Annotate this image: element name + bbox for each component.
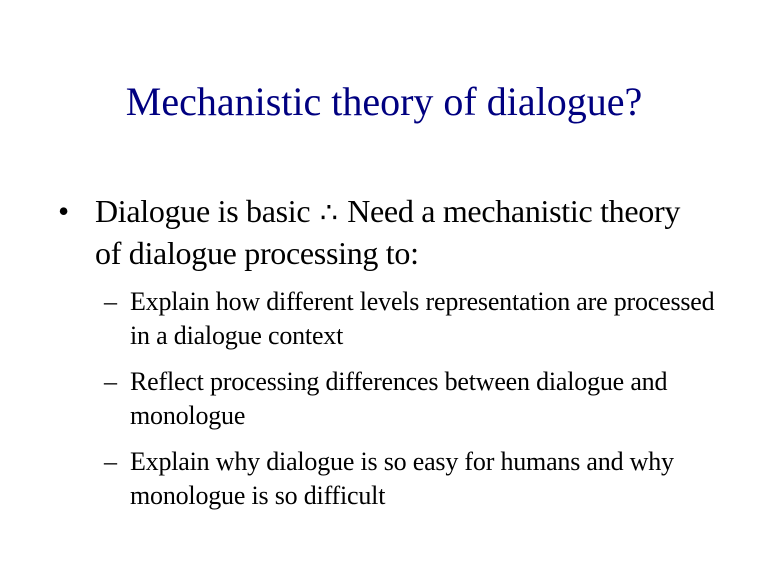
sub-bullet-marker: – xyxy=(104,367,117,396)
sub-bullet-marker: – xyxy=(104,447,117,476)
sub-bullet-text: Explain why dialogue is so easy for humans and why monologue is so difficult xyxy=(130,447,674,510)
bullet-marker: • xyxy=(58,193,69,229)
sub-bullet-text: Explain how different levels representation are processed in a dialogue context xyxy=(130,287,715,350)
bullet-text-before: Dialogue is basic xyxy=(95,193,311,229)
sub-bullet-marker: – xyxy=(104,287,117,316)
main-bullet-text xyxy=(95,191,695,273)
therefore-symbol: ∴ xyxy=(320,196,338,229)
bullet-text-after: Need a mechanistic theory of dialogue processing to: xyxy=(95,193,681,271)
sub-bullet-text: Reflect processing differences between dialogue and monologue xyxy=(130,367,668,430)
slide-title: Mechanistic theory of dialogue? xyxy=(125,79,643,124)
